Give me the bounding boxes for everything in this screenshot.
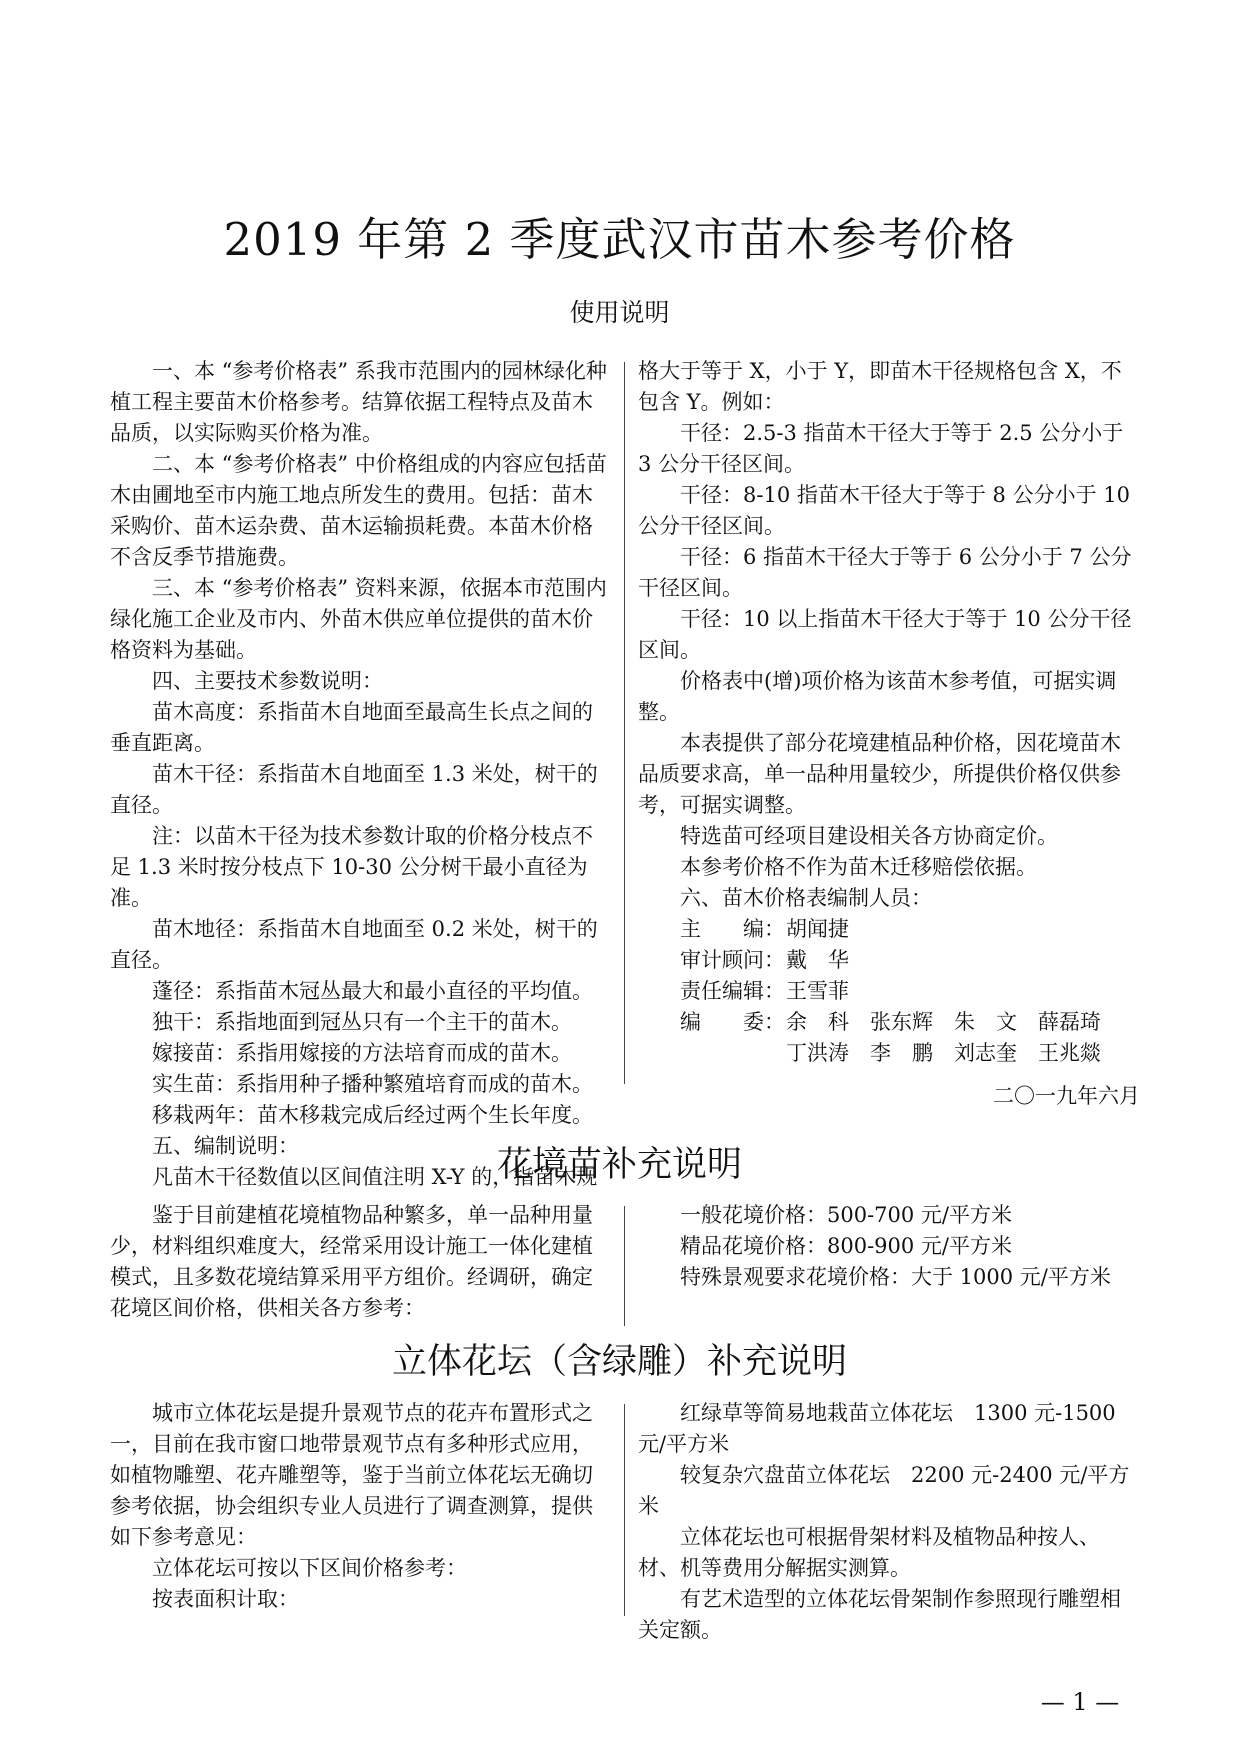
staff-committee-row-2: 丁洪涛 李 鹏 刘志奎 王兆燚 bbox=[786, 1041, 1101, 1065]
usage-paragraph: 三、本 “参考价格表” 资料来源，依据本市范围内绿化施工企业及市内、外苗木供应单位提供的苗木价格资料为基础。 bbox=[110, 576, 607, 662]
usage-paragraph: 苗木地径：系指苗木自地面至 0.2 米处，树干的直径。 bbox=[110, 917, 598, 972]
vertical-bed-paragraph: 立体花坛可按以下区间价格参考： bbox=[152, 1556, 467, 1580]
usage-right-column bbox=[638, 356, 1140, 1112]
staff-committee-row bbox=[680, 1007, 1140, 1038]
vertical-bed-title: 立体花坛（含绿雕）补充说明 bbox=[391, 1342, 847, 1382]
document-date: 二〇一九年六月 bbox=[993, 1084, 1140, 1108]
vertical-bed-paragraph: 较复杂穴盘苗立体花坛 2200 元-2400 元/平方米 bbox=[638, 1463, 1130, 1518]
page-number: — 1 — bbox=[1040, 1688, 1120, 1716]
usage-paragraph: 价格表中(增)项价格为该苗木参考值，可据实调整。 bbox=[638, 669, 1117, 724]
flower-border-price: 精品花境价格：800-900 元/平方米 bbox=[680, 1234, 1013, 1258]
flower-border-left-column bbox=[110, 1200, 610, 1324]
usage-paragraph: 干径：10 以上指苗木干径大于等于 10 公分干径区间。 bbox=[638, 607, 1132, 662]
flower-border-paragraph: 鉴于目前建植花境植物品种繁多，单一品种用量少，材料组织难度大，经常采用设计施工一体化建植模式，且多数花境结算采用平方组价。经调研，确定花境区间价格，供相关各方参考： bbox=[110, 1203, 593, 1320]
staff-role-label: 审计顾问： bbox=[680, 948, 785, 972]
staff-chief-row bbox=[680, 914, 1140, 945]
usage-subtitle: 使用说明 bbox=[569, 298, 670, 327]
usage-paragraph: 本参考价格不作为苗木迁移赔偿依据。 bbox=[680, 855, 1037, 879]
staff-role-label: 责任编辑： bbox=[680, 979, 785, 1003]
usage-paragraph: 格大于等于 X，小于 Y，即苗木干径规格包含 X，不包含 Y。例如： bbox=[638, 359, 1122, 414]
staff-role-label: 主 编： bbox=[680, 917, 785, 941]
vertical-bed-paragraph: 按表面积计取： bbox=[152, 1587, 299, 1611]
usage-paragraph: 特选苗可经项目建设相关各方协商定价。 bbox=[680, 824, 1058, 848]
usage-paragraph: 蓬径：系指苗木冠丛最大和最小直径的平均值。 bbox=[152, 979, 593, 1003]
flower-border-right-column bbox=[638, 1200, 1140, 1293]
usage-paragraph: 五、编制说明： bbox=[152, 1134, 299, 1158]
column-divider bbox=[624, 362, 625, 1084]
usage-paragraph: 苗木干径：系指苗木自地面至 1.3 米处，树干的直径。 bbox=[110, 762, 598, 817]
vertical-bed-paragraph: 红绿草等简易地栽苗立体花坛 1300 元-1500 元/平方米 bbox=[638, 1401, 1116, 1456]
usage-paragraph: 干径：2.5-3 指苗木干径大于等于 2.5 公分小于 3 公分干径区间。 bbox=[638, 421, 1124, 476]
staff-names: 戴 华 bbox=[786, 948, 849, 972]
column-divider bbox=[624, 1404, 625, 1616]
usage-paragraph: 六、苗木价格表编制人员： bbox=[680, 886, 932, 910]
page-title: 2019 年第 2 季度武汉市苗木参考价格 bbox=[223, 213, 1016, 266]
staff-editor-row bbox=[680, 976, 1140, 1007]
staff-names: 胡闻捷 bbox=[786, 917, 849, 941]
usage-paragraph: 凡苗木干径数值以区间值注明 X-Y 的，指苗木规 bbox=[152, 1165, 598, 1189]
flower-border-title: 花境苗补充说明 bbox=[496, 1145, 742, 1185]
usage-paragraph: 本表提供了部分花境建植品种价格，因花境苗木品质要求高，单一品种用量较少，所提供价格仅供参考，可据实调整。 bbox=[638, 731, 1121, 817]
staff-names: 王雪菲 bbox=[786, 979, 849, 1003]
usage-paragraph: 一、本 “参考价格表” 系我市范围内的园林绿化种植工程主要苗木价格参考。结算依据工程特点及苗木品质，以实际购买价格为准。 bbox=[110, 359, 607, 445]
vertical-bed-paragraph: 城市立体花坛是提升景观节点的花卉布置形式之一，目前在我市窗口地带景观节点有多种形式应用，如植物雕塑、花卉雕塑等，鉴于当前立体花坛无确切参考依据，协会组织专业人员进行了调查测算，提供如下参考意见： bbox=[110, 1401, 593, 1549]
staff-audit-row bbox=[680, 945, 1140, 976]
column-divider bbox=[624, 1206, 625, 1326]
staff-role-label: 编 委： bbox=[680, 1010, 785, 1034]
usage-paragraph: 干径：6 指苗木干径大于等于 6 公分小于 7 公分干径区间。 bbox=[638, 545, 1132, 600]
flower-border-price: 特殊景观要求花境价格：大于 1000 元/平方米 bbox=[680, 1265, 1111, 1289]
usage-paragraph: 苗木高度：系指苗木自地面至最高生长点之间的垂直距离。 bbox=[110, 700, 593, 755]
flower-border-price: 一般花境价格：500-700 元/平方米 bbox=[680, 1203, 1013, 1227]
usage-paragraph: 实生苗：系指用种子播种繁殖培育而成的苗木。 bbox=[152, 1072, 593, 1096]
vertical-bed-right-column bbox=[638, 1398, 1140, 1646]
usage-paragraph: 嫁接苗：系指用嫁接的方法培育而成的苗木。 bbox=[152, 1041, 572, 1065]
usage-paragraph: 干径：8-10 指苗木干径大于等于 8 公分小于 10 公分干径区间。 bbox=[638, 483, 1130, 538]
usage-paragraph: 二、本 “参考价格表” 中价格组成的内容应包括苗木由圃地至市内施工地点所发生的费用。包括：苗木采购价、苗木运杂费、苗木运输损耗费。本苗木价格不含反季节措施费。 bbox=[110, 452, 607, 569]
usage-paragraph: 移栽两年：苗木移栽完成后经过两个生长年度。 bbox=[152, 1103, 593, 1127]
vertical-bed-paragraph: 有艺术造型的立体花坛骨架制作参照现行雕塑相关定额。 bbox=[638, 1587, 1121, 1642]
usage-paragraph: 独干：系指地面到冠丛只有一个主干的苗木。 bbox=[152, 1010, 572, 1034]
vertical-bed-paragraph: 立体花坛也可根据骨架材料及植物品种按人、材、机等费用分解据实测算。 bbox=[638, 1525, 1100, 1580]
usage-paragraph: 四、主要技术参数说明： bbox=[152, 669, 383, 693]
staff-names: 余 科 张东辉 朱 文 薛磊琦 bbox=[786, 1010, 1101, 1034]
usage-paragraph: 注：以苗木干径为技术参数计取的价格分枝点不足 1.3 米时按分枝点下 10-30 公分树干最小直径为准。 bbox=[110, 824, 593, 910]
vertical-bed-left-column bbox=[110, 1398, 610, 1615]
usage-left-column bbox=[110, 356, 610, 1193]
